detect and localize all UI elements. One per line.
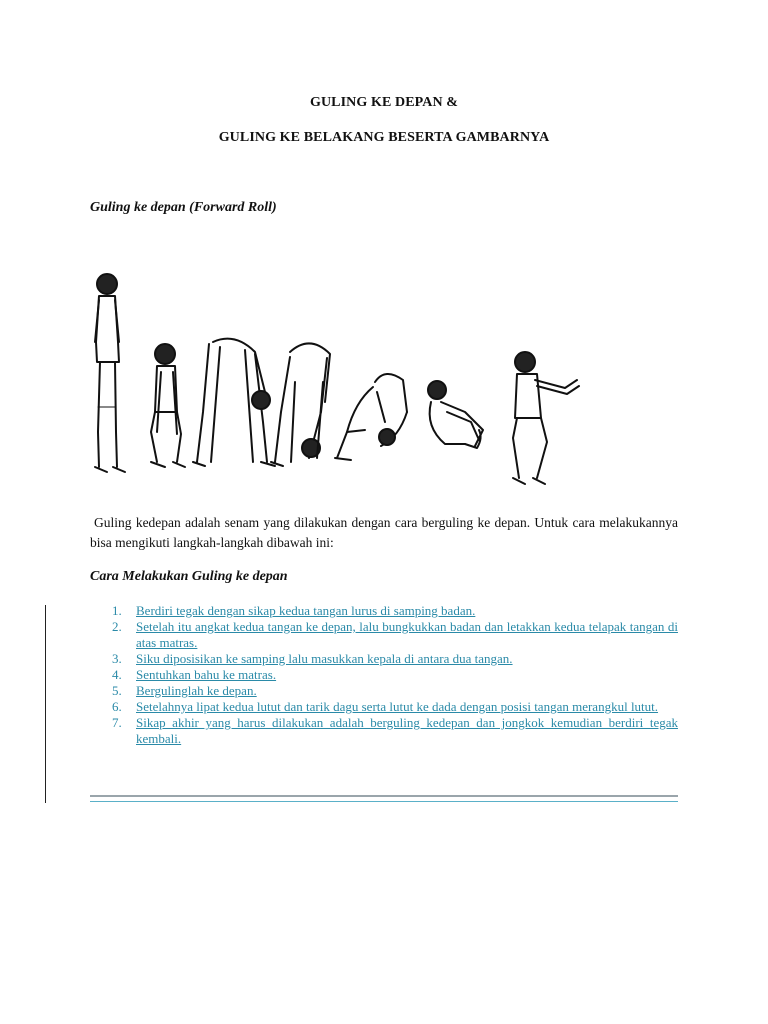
intro-paragraph-text: Guling kedepan adalah senam yang dilakukan dengan cara berguling ke depan. Untuk cara melakukannya bisa mengikuti langkah-langkah dibawah ini: xyxy=(90,515,678,550)
document-title-line2: GULING KE BELAKANG BESERTA GAMBARNYA xyxy=(218,130,550,145)
step-text[interactable]: Siku diposisikan ke samping lalu masukkan kepala di antara dua tangan. xyxy=(136,651,513,666)
step-number: 5. xyxy=(112,683,122,698)
figure-head-down xyxy=(271,343,330,466)
step-number: 7. xyxy=(112,715,122,730)
list-item[interactable] xyxy=(112,619,678,651)
list-item[interactable] xyxy=(112,699,678,715)
list-item[interactable] xyxy=(112,651,678,667)
section-heading: Guling ke depan (Forward Roll) xyxy=(90,200,277,215)
figure-squat xyxy=(151,344,185,467)
step-text[interactable]: Setelah itu angkat kedua tangan ke depan, lalu bungkukkan badan dan letakkan kedua telapak tangan di atas matras. xyxy=(136,619,678,650)
forward-roll-sequence-icon xyxy=(85,262,585,502)
divider-rule xyxy=(90,795,678,797)
step-text[interactable]: Sikap akhir yang harus dilakukan adalah berguling kedepan dan jongkok kemudian berdiri tegak kembali. xyxy=(136,715,678,746)
intro-paragraph xyxy=(90,513,678,553)
margin-bar xyxy=(45,605,46,803)
step-text[interactable]: Bergulinglah ke depan. xyxy=(136,683,257,698)
step-text[interactable]: Setelahnya lipat kedua lutut dan tarik dagu serta lutut ke dada dengan posisi tangan merangkul lutut. xyxy=(136,699,659,714)
list-item[interactable] xyxy=(112,715,678,747)
document-title-line1: GULING KE DEPAN & xyxy=(309,95,459,110)
figure-crouch-arms xyxy=(513,352,579,484)
steps-heading: Cara Melakukan Guling ke depan xyxy=(90,569,288,584)
list-item[interactable] xyxy=(112,603,678,619)
step-number: 3. xyxy=(112,651,122,666)
figure-standing xyxy=(95,274,125,472)
figure-bend xyxy=(193,339,275,466)
step-number: 2. xyxy=(112,619,122,634)
step-text[interactable]: Sentuhkan bahu ke matras. xyxy=(136,667,277,682)
figure-tuck xyxy=(428,381,483,448)
figure-rolling xyxy=(335,374,407,460)
list-item[interactable] xyxy=(112,667,678,683)
list-item[interactable] xyxy=(112,683,678,699)
steps-list xyxy=(112,603,678,747)
step-text[interactable]: Berdiri tegak dengan sikap kedua tangan lurus di samping badan. xyxy=(136,603,476,618)
step-number: 1. xyxy=(112,603,122,618)
step-number: 6. xyxy=(112,699,122,714)
step-number: 4. xyxy=(112,667,122,682)
divider-rule-secondary xyxy=(90,801,678,802)
